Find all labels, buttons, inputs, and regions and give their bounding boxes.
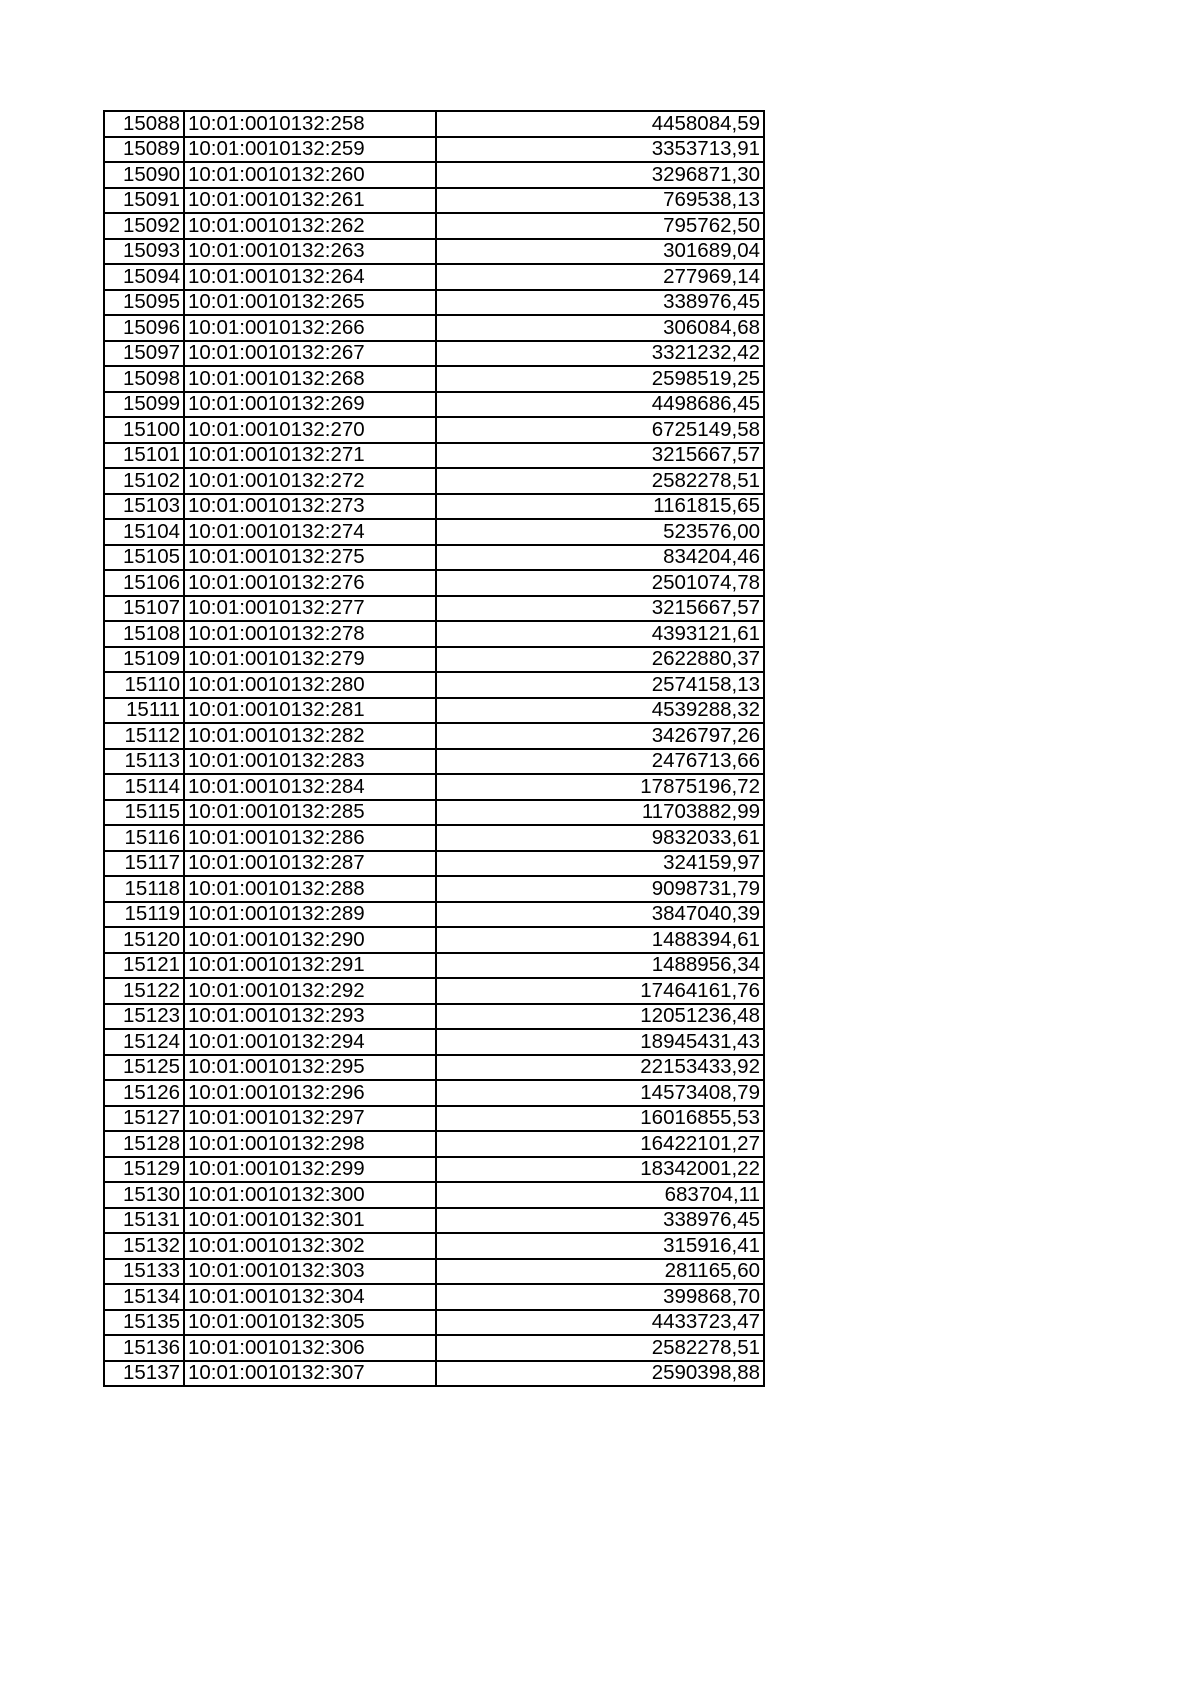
row-number-cell: 15123	[104, 1004, 184, 1030]
row-number-cell: 15107	[104, 596, 184, 622]
table-row	[104, 1335, 764, 1361]
table-row	[104, 1131, 764, 1157]
table-row	[104, 570, 764, 596]
row-number-cell: 15109	[104, 647, 184, 673]
cadastral-number-cell: 10:01:0010132:288	[184, 876, 436, 902]
cadastral-value-cell: 3426797,26	[436, 723, 764, 749]
cadastral-number-cell: 10:01:0010132:293	[184, 1004, 436, 1030]
cadastral-value-cell: 3353713,91	[436, 137, 764, 163]
cadastral-number-cell: 10:01:0010132:281	[184, 698, 436, 724]
table-row	[104, 876, 764, 902]
table-row	[104, 723, 764, 749]
table-row	[104, 800, 764, 826]
cadastral-number-cell: 10:01:0010132:291	[184, 953, 436, 979]
cadastral-value-cell: 1488956,34	[436, 953, 764, 979]
cadastral-value-cell: 795762,50	[436, 213, 764, 239]
row-number-cell: 15119	[104, 902, 184, 928]
cadastral-number-cell: 10:01:0010132:261	[184, 188, 436, 214]
cadastral-value-cell: 3847040,39	[436, 902, 764, 928]
cadastral-value-cell: 4458084,59	[436, 111, 764, 137]
cadastral-value-cell: 2582278,51	[436, 1335, 764, 1361]
table-row	[104, 162, 764, 188]
table-row	[104, 851, 764, 877]
cadastral-value-cell: 769538,13	[436, 188, 764, 214]
cadastral-value-cell: 2476713,66	[436, 749, 764, 775]
row-number-cell: 15094	[104, 264, 184, 290]
cadastral-number-cell: 10:01:0010132:274	[184, 519, 436, 545]
cadastral-value-cell: 399868,70	[436, 1284, 764, 1310]
cadastral-value-cell: 4393121,61	[436, 621, 764, 647]
row-number-cell: 15137	[104, 1361, 184, 1387]
row-number-cell: 15115	[104, 800, 184, 826]
cadastral-number-cell: 10:01:0010132:269	[184, 392, 436, 418]
table-row	[104, 239, 764, 265]
cadastral-number-cell: 10:01:0010132:300	[184, 1182, 436, 1208]
row-number-cell: 15096	[104, 315, 184, 341]
table-row	[104, 1055, 764, 1081]
cadastral-value-cell: 3215667,57	[436, 596, 764, 622]
table-row	[104, 953, 764, 979]
row-number-cell: 15089	[104, 137, 184, 163]
cadastral-value-cell: 17875196,72	[436, 774, 764, 800]
cadastral-number-cell: 10:01:0010132:268	[184, 366, 436, 392]
table-row	[104, 137, 764, 163]
row-number-cell: 15111	[104, 698, 184, 724]
table-row	[104, 264, 764, 290]
cadastral-value-cell: 18342001,22	[436, 1157, 764, 1183]
table-row	[104, 1208, 764, 1234]
cadastral-number-cell: 10:01:0010132:258	[184, 111, 436, 137]
table-row	[104, 1361, 764, 1387]
cadastral-value-cell: 1488394,61	[436, 927, 764, 953]
table-row	[104, 825, 764, 851]
cadastral-number-cell: 10:01:0010132:307	[184, 1361, 436, 1387]
table-row	[104, 468, 764, 494]
row-number-cell: 15124	[104, 1029, 184, 1055]
cadastral-number-cell: 10:01:0010132:282	[184, 723, 436, 749]
cadastral-value-cell: 14573408,79	[436, 1080, 764, 1106]
row-number-cell: 15102	[104, 468, 184, 494]
cadastral-value-cell: 9098731,79	[436, 876, 764, 902]
cadastral-value-cell: 2590398,88	[436, 1361, 764, 1387]
cadastral-value-cell: 2622880,37	[436, 647, 764, 673]
cadastral-number-cell: 10:01:0010132:279	[184, 647, 436, 673]
table-row	[104, 749, 764, 775]
cadastral-number-cell: 10:01:0010132:298	[184, 1131, 436, 1157]
table-row	[104, 1106, 764, 1132]
row-number-cell: 15092	[104, 213, 184, 239]
cadastral-value-cell: 16422101,27	[436, 1131, 764, 1157]
cadastral-value-cell: 11703882,99	[436, 800, 764, 826]
cadastral-number-cell: 10:01:0010132:277	[184, 596, 436, 622]
cadastral-number-cell: 10:01:0010132:259	[184, 137, 436, 163]
table-row	[104, 1157, 764, 1183]
cadastral-number-cell: 10:01:0010132:284	[184, 774, 436, 800]
cadastral-value-cell: 2598519,25	[436, 366, 764, 392]
cadastral-number-cell: 10:01:0010132:263	[184, 239, 436, 265]
row-number-cell: 15101	[104, 443, 184, 469]
table-row	[104, 927, 764, 953]
row-number-cell: 15117	[104, 851, 184, 877]
cadastral-value-cell: 4498686,45	[436, 392, 764, 418]
row-number-cell: 15104	[104, 519, 184, 545]
table-row	[104, 1233, 764, 1259]
cadastral-number-cell: 10:01:0010132:267	[184, 341, 436, 367]
row-number-cell: 15120	[104, 927, 184, 953]
table-row	[104, 213, 764, 239]
cadastral-number-cell: 10:01:0010132:262	[184, 213, 436, 239]
row-number-cell: 15118	[104, 876, 184, 902]
cadastral-value-cell: 315916,41	[436, 1233, 764, 1259]
row-number-cell: 15100	[104, 417, 184, 443]
table-row	[104, 902, 764, 928]
cadastral-value-cell: 1161815,65	[436, 494, 764, 520]
cadastral-value-cell: 4433723,47	[436, 1310, 764, 1336]
cadastral-number-cell: 10:01:0010132:264	[184, 264, 436, 290]
cadastral-value-table	[103, 110, 765, 1387]
row-number-cell: 15136	[104, 1335, 184, 1361]
row-number-cell: 15128	[104, 1131, 184, 1157]
row-number-cell: 15093	[104, 239, 184, 265]
cadastral-number-cell: 10:01:0010132:305	[184, 1310, 436, 1336]
table-row	[104, 978, 764, 1004]
table-row	[104, 417, 764, 443]
row-number-cell: 15132	[104, 1233, 184, 1259]
cadastral-number-cell: 10:01:0010132:278	[184, 621, 436, 647]
row-number-cell: 15122	[104, 978, 184, 1004]
cadastral-number-cell: 10:01:0010132:272	[184, 468, 436, 494]
row-number-cell: 15127	[104, 1106, 184, 1132]
row-number-cell: 15126	[104, 1080, 184, 1106]
table-row	[104, 1004, 764, 1030]
table-row	[104, 545, 764, 571]
cadastral-value-cell: 22153433,92	[436, 1055, 764, 1081]
cadastral-value-cell: 306084,68	[436, 315, 764, 341]
cadastral-number-cell: 10:01:0010132:283	[184, 749, 436, 775]
cadastral-number-cell: 10:01:0010132:287	[184, 851, 436, 877]
table-body	[104, 111, 764, 1386]
cadastral-value-cell: 3321232,42	[436, 341, 764, 367]
row-number-cell: 15110	[104, 672, 184, 698]
cadastral-value-cell: 4539288,32	[436, 698, 764, 724]
table-row	[104, 596, 764, 622]
cadastral-number-cell: 10:01:0010132:289	[184, 902, 436, 928]
row-number-cell: 15090	[104, 162, 184, 188]
cadastral-value-cell: 338976,45	[436, 290, 764, 316]
cadastral-number-cell: 10:01:0010132:285	[184, 800, 436, 826]
table-row	[104, 315, 764, 341]
table-row	[104, 519, 764, 545]
cadastral-number-cell: 10:01:0010132:286	[184, 825, 436, 851]
row-number-cell: 15106	[104, 570, 184, 596]
table-row	[104, 111, 764, 137]
cadastral-value-cell: 834204,46	[436, 545, 764, 571]
cadastral-number-cell: 10:01:0010132:301	[184, 1208, 436, 1234]
cadastral-number-cell: 10:01:0010132:265	[184, 290, 436, 316]
table-row	[104, 1310, 764, 1336]
table-row	[104, 774, 764, 800]
row-number-cell: 15105	[104, 545, 184, 571]
cadastral-value-cell: 523576,00	[436, 519, 764, 545]
cadastral-number-cell: 10:01:0010132:302	[184, 1233, 436, 1259]
cadastral-value-cell: 3296871,30	[436, 162, 764, 188]
row-number-cell: 15114	[104, 774, 184, 800]
cadastral-number-cell: 10:01:0010132:303	[184, 1259, 436, 1285]
row-number-cell: 15121	[104, 953, 184, 979]
table-row	[104, 1259, 764, 1285]
cadastral-value-cell: 2582278,51	[436, 468, 764, 494]
cadastral-number-cell: 10:01:0010132:280	[184, 672, 436, 698]
cadastral-value-cell: 281165,60	[436, 1259, 764, 1285]
table-row	[104, 1080, 764, 1106]
row-number-cell: 15103	[104, 494, 184, 520]
row-number-cell: 15134	[104, 1284, 184, 1310]
table-row	[104, 672, 764, 698]
row-number-cell: 15098	[104, 366, 184, 392]
table-row	[104, 290, 764, 316]
cadastral-value-cell: 2501074,78	[436, 570, 764, 596]
row-number-cell: 15125	[104, 1055, 184, 1081]
cadastral-value-cell: 683704,11	[436, 1182, 764, 1208]
table-row	[104, 494, 764, 520]
cadastral-number-cell: 10:01:0010132:304	[184, 1284, 436, 1310]
row-number-cell: 15135	[104, 1310, 184, 1336]
cadastral-value-cell: 277969,14	[436, 264, 764, 290]
cadastral-number-cell: 10:01:0010132:292	[184, 978, 436, 1004]
cadastral-number-cell: 10:01:0010132:299	[184, 1157, 436, 1183]
cadastral-number-cell: 10:01:0010132:275	[184, 545, 436, 571]
cadastral-value-cell: 338976,45	[436, 1208, 764, 1234]
cadastral-value-cell: 6725149,58	[436, 417, 764, 443]
row-number-cell: 15133	[104, 1259, 184, 1285]
row-number-cell: 15113	[104, 749, 184, 775]
row-number-cell: 15088	[104, 111, 184, 137]
cadastral-value-cell: 18945431,43	[436, 1029, 764, 1055]
table-row	[104, 1182, 764, 1208]
row-number-cell: 15097	[104, 341, 184, 367]
table-row	[104, 1029, 764, 1055]
row-number-cell: 15130	[104, 1182, 184, 1208]
table-row	[104, 621, 764, 647]
cadastral-value-cell: 16016855,53	[436, 1106, 764, 1132]
cadastral-number-cell: 10:01:0010132:276	[184, 570, 436, 596]
row-number-cell: 15091	[104, 188, 184, 214]
table-row	[104, 188, 764, 214]
row-number-cell: 15108	[104, 621, 184, 647]
cadastral-value-cell: 17464161,76	[436, 978, 764, 1004]
cadastral-number-cell: 10:01:0010132:266	[184, 315, 436, 341]
row-number-cell: 15112	[104, 723, 184, 749]
table-row	[104, 341, 764, 367]
table-row	[104, 698, 764, 724]
row-number-cell: 15099	[104, 392, 184, 418]
cadastral-value-cell: 9832033,61	[436, 825, 764, 851]
cadastral-number-cell: 10:01:0010132:306	[184, 1335, 436, 1361]
table-row	[104, 366, 764, 392]
cadastral-value-cell: 3215667,57	[436, 443, 764, 469]
table-row	[104, 1284, 764, 1310]
table-row	[104, 647, 764, 673]
cadastral-value-cell: 2574158,13	[436, 672, 764, 698]
row-number-cell: 15131	[104, 1208, 184, 1234]
cadastral-number-cell: 10:01:0010132:270	[184, 417, 436, 443]
cadastral-number-cell: 10:01:0010132:297	[184, 1106, 436, 1132]
cadastral-value-cell: 301689,04	[436, 239, 764, 265]
row-number-cell: 15116	[104, 825, 184, 851]
cadastral-number-cell: 10:01:0010132:273	[184, 494, 436, 520]
table-row	[104, 392, 764, 418]
table-row	[104, 443, 764, 469]
cadastral-number-cell: 10:01:0010132:271	[184, 443, 436, 469]
cadastral-number-cell: 10:01:0010132:296	[184, 1080, 436, 1106]
cadastral-number-cell: 10:01:0010132:290	[184, 927, 436, 953]
row-number-cell: 15095	[104, 290, 184, 316]
cadastral-number-cell: 10:01:0010132:294	[184, 1029, 436, 1055]
cadastral-number-cell: 10:01:0010132:260	[184, 162, 436, 188]
row-number-cell: 15129	[104, 1157, 184, 1183]
cadastral-value-cell: 12051236,48	[436, 1004, 764, 1030]
cadastral-number-cell: 10:01:0010132:295	[184, 1055, 436, 1081]
cadastral-value-cell: 324159,97	[436, 851, 764, 877]
